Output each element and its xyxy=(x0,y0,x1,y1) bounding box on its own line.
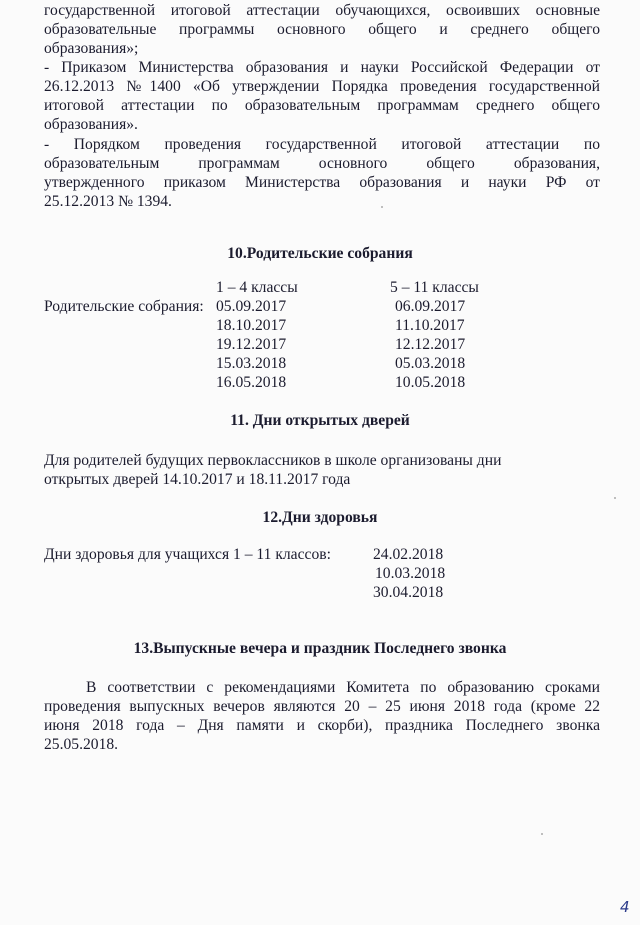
col2-date: 12.12.2017 xyxy=(395,336,466,353)
scan-speck xyxy=(541,833,543,835)
col2-date: 10.05.2018 xyxy=(395,374,466,391)
intro-line: образовательным программам основного общего образования, xyxy=(44,155,600,172)
open-doors-text: Для родителей будущих первоклассников в школе организованы дни xyxy=(44,452,502,469)
intro-line: 26.12.2013 №1400 «Об утверждении Порядка проведения государственной xyxy=(44,78,600,95)
intro-line: утвержденного приказом Министерства образования и науки РФ от xyxy=(44,174,600,191)
graduation-text: 25.05.2018. xyxy=(44,736,119,753)
col1-date: 05.09.2017 xyxy=(216,298,287,315)
page-number: 4 xyxy=(620,898,630,916)
intro-line: образования». xyxy=(44,116,138,133)
graduation-text: В соответствии с рекомендациями Комитета по образованию сроками xyxy=(86,679,600,696)
intro-line: государственной итоговой аттестации обучающихся, освоивших основные xyxy=(44,2,600,19)
col1-date: 18.10.2017 xyxy=(216,317,287,334)
graduation-text: проведения выпускных вечеров являются 20 – 25 июня 2018 года (кроме 22 xyxy=(44,698,600,715)
col1-header: 1 – 4 классы xyxy=(216,279,298,296)
section-10-title: 10.Родительские собрания xyxy=(227,245,413,262)
health-days-label: Дни здоровья для учащихся 1 – 11 классов: xyxy=(44,546,331,563)
meetings-label: Родительские собрания: xyxy=(44,298,204,315)
col1-date: 19.12.2017 xyxy=(216,336,287,353)
intro-line: 25.12.2013 № 1394. xyxy=(44,193,172,210)
col2-header: 5 – 11 классы xyxy=(390,279,479,296)
intro-line: итоговой аттестации по образовательным программам среднего общего xyxy=(44,97,600,114)
col1-date: 16.05.2018 xyxy=(216,374,287,391)
col2-date: 05.03.2018 xyxy=(395,355,466,372)
health-day-date: 30.04.2018 xyxy=(373,584,444,601)
health-day-date: 10.03.2018 xyxy=(375,565,446,582)
scan-speck xyxy=(381,206,383,208)
section-11-title: 11. Дни открытых дверей xyxy=(230,412,410,429)
col2-date: 06.09.2017 xyxy=(395,298,466,315)
col2-date: 11.10.2017 xyxy=(395,317,465,334)
intro-line: - Приказом Министерства образования и науки Российской Федерации от xyxy=(44,59,600,76)
open-doors-text: открытых дверей 14.10.2017 и 18.11.2017 года xyxy=(44,471,351,488)
health-day-date: 24.02.2018 xyxy=(373,546,444,563)
section-12-title: 12.Дни здоровья xyxy=(262,509,378,526)
section-13-title: 13.Выпускные вечера и праздник Последнего звонка xyxy=(133,640,507,657)
graduation-text: июня 2018 года – Дня памяти и скорби), праздника Последнего звонка xyxy=(44,717,600,734)
scan-speck xyxy=(614,497,616,499)
intro-line: образования»; xyxy=(44,40,139,57)
intro-line: образовательные программы основного общего и среднего общего xyxy=(44,21,600,38)
col1-date: 15.03.2018 xyxy=(216,355,287,372)
intro-line: - Порядком проведения государственной итоговой аттестации по xyxy=(44,136,600,153)
